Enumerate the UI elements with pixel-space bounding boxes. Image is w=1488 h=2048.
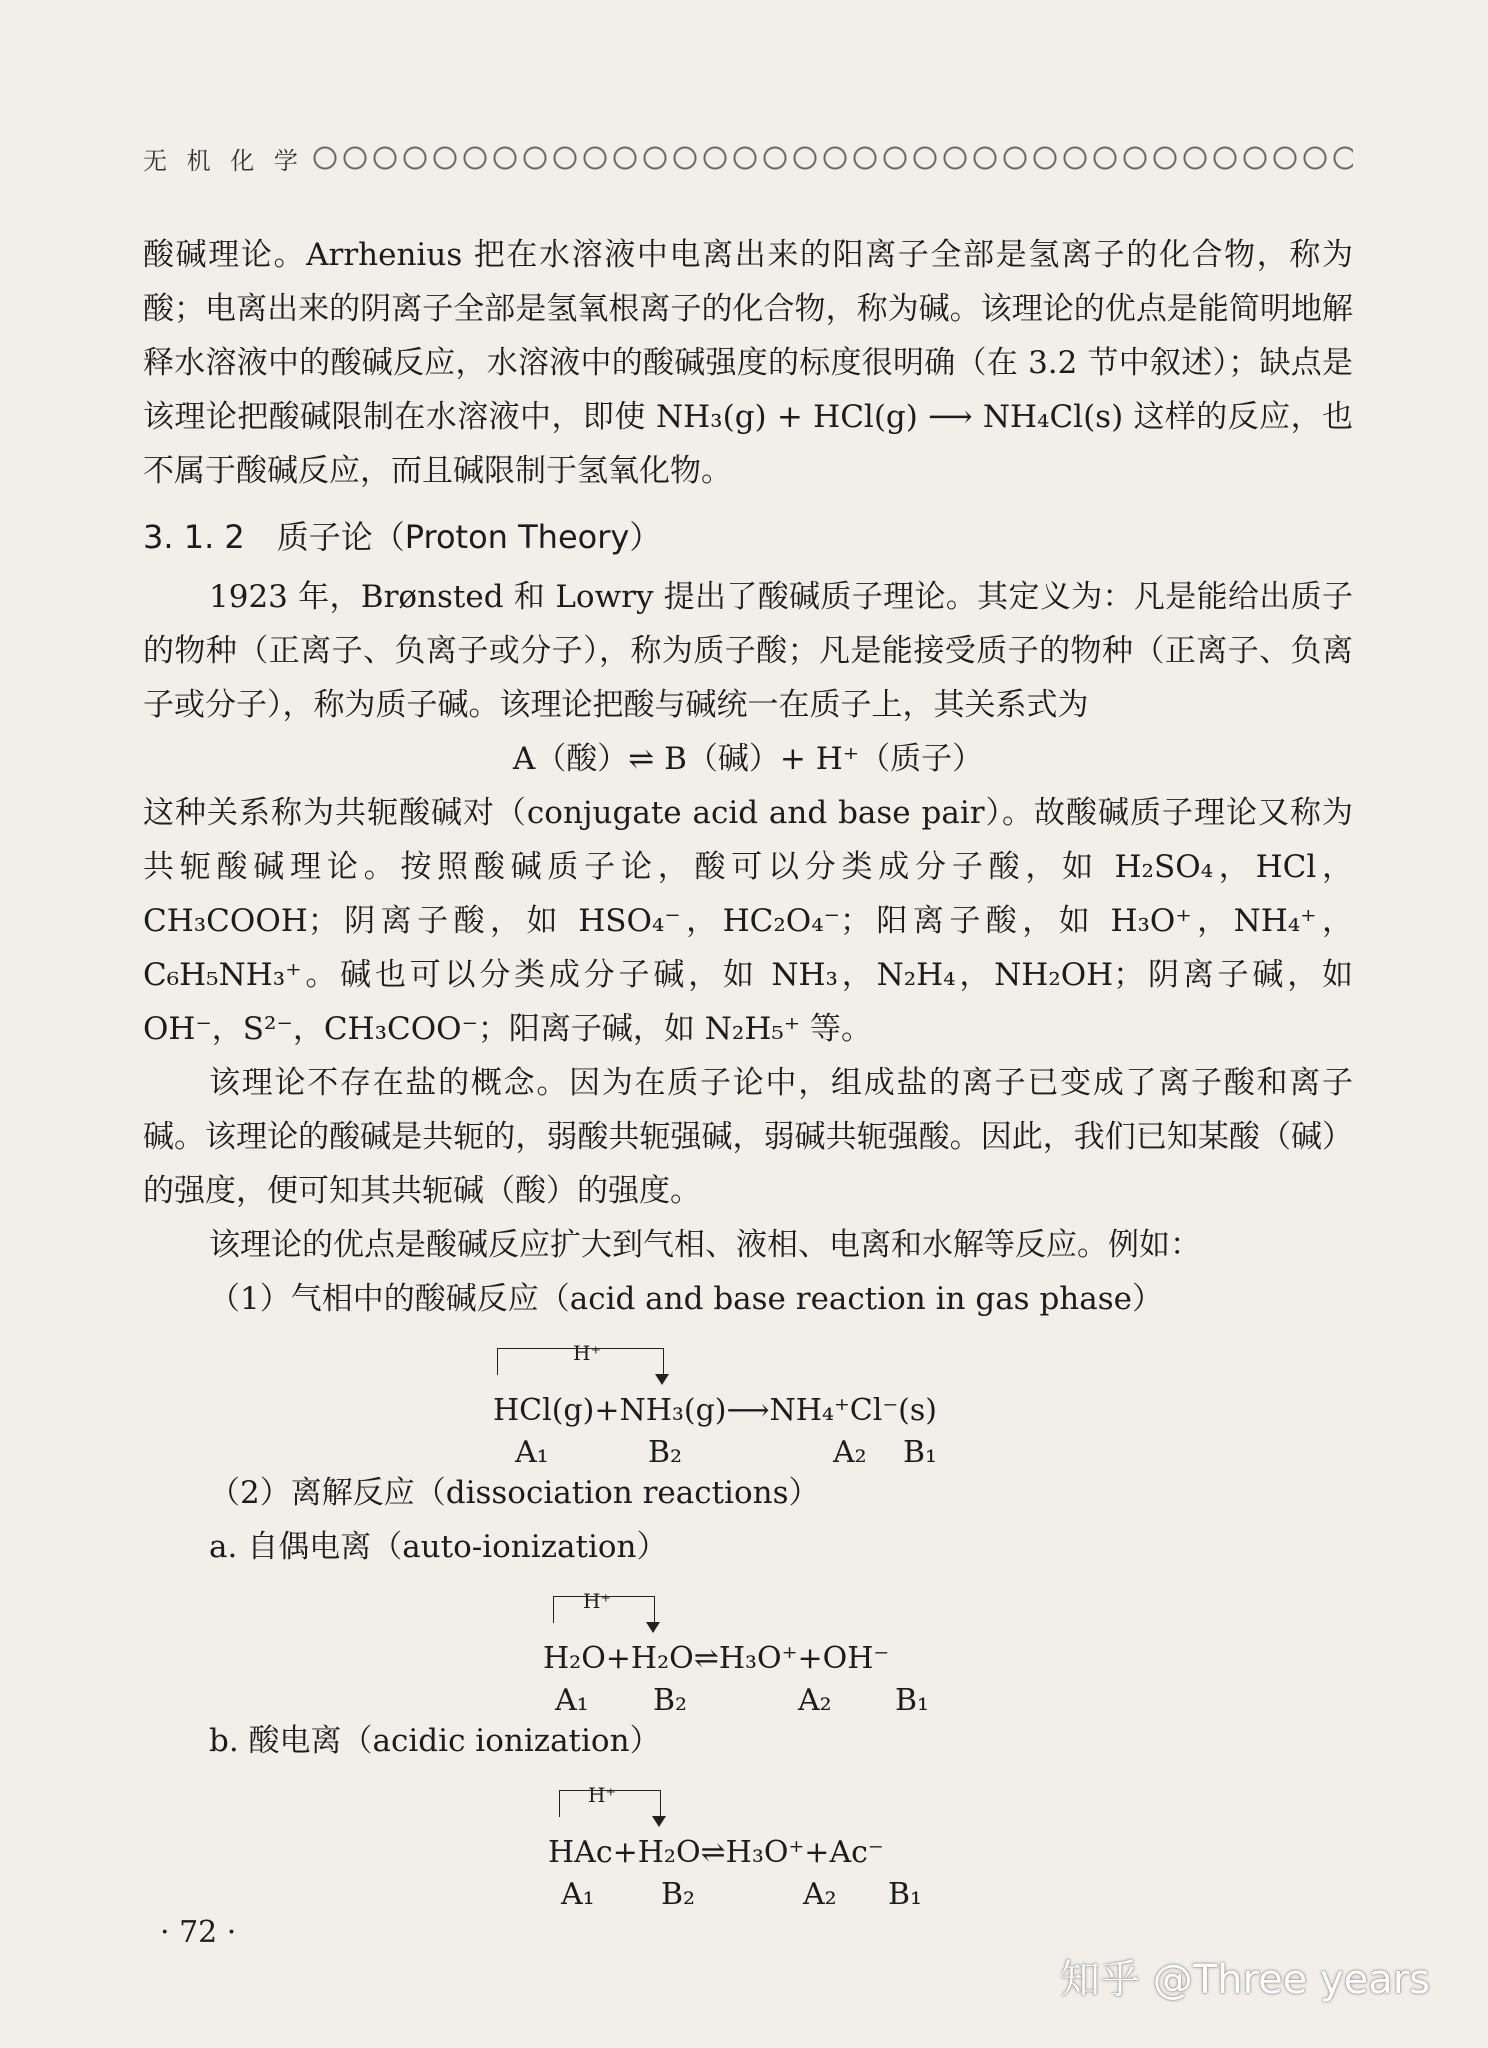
paragraph-no-salt: 该理论不存在盐的概念。因为在质子论中，组成盐的离子已变成了离子酸和离子碱。该理论的酸碱是共轭的，弱酸共轭强碱，弱碱共轭强酸。因此，我们已知某酸（碱）的强度，便可知其共轭碱（酸）的强度。 (143, 1065, 1353, 1209)
equation-auto-ionization (143, 1574, 1353, 1718)
paragraph-conjugate: 这种关系称为共轭酸碱对（conjugate acid and base pair）。故酸碱质子理论又称为共轭酸碱理论。按照酸碱质子论，酸可以分类成分子酸，如 H₂SO₄，HCl，CH₃COOH；阴离子酸，如 HSO₄⁻，HC₂O₄⁻；阳离子酸，如 H₃O⁺，NH₄⁺，C₆H₅NH₃⁺。碱也可以分类成分子碱，如 NH₃，N₂H₄，NH₂OH；阴离子碱，如 OH⁻，S²⁻，CH₃COO⁻；阳离子碱，如 N₂H₅⁺ 等。 (143, 795, 1353, 1047)
item-auto-ionization: a. 自偶电离（auto-ionization） (209, 1529, 668, 1565)
label-a1: A₁ (515, 1435, 549, 1470)
relation-equation: A（酸）⇌ B（碱）+ H⁺（质子） (512, 741, 984, 777)
label-b1: B₁ (903, 1435, 938, 1470)
page-number: · 72 · (160, 1915, 237, 1950)
section-heading: 3. 1. 2 质子论（Proton Theory） (143, 518, 662, 556)
item-gas-phase: （1）气相中的酸碱反应（acid and base reaction in gas phase） (209, 1281, 1163, 1317)
equation-text: H₂O+H₂O⇌H₃O⁺+OH⁻ (543, 1641, 890, 1676)
header-decoration (310, 143, 1353, 173)
proton-transfer-arrow (553, 1596, 655, 1623)
equation-text: HAc+H₂O⇌H₃O⁺+Ac⁻ (548, 1835, 884, 1870)
proton-label: H⁺ (588, 1783, 616, 1807)
proton-label: H⁺ (583, 1589, 611, 1613)
equation-acidic-ionization (143, 1768, 1353, 1912)
proton-transfer-arrow (559, 1790, 661, 1817)
label-b1: B₁ (888, 1877, 923, 1912)
label-b2: B₂ (661, 1877, 696, 1912)
label-a2: A₂ (803, 1877, 837, 1912)
label-a2: A₂ (833, 1435, 867, 1470)
header-title: 无 机 化 学 (143, 146, 304, 175)
watermark: 知乎 @Three years (1060, 1957, 1431, 2003)
label-b2: B₂ (653, 1683, 688, 1718)
paragraph-bronsted: 1923 年，Brønsted 和 Lowry 提出了酸碱质子理论。其定义为：凡是能给出质子的物种（正离子、负离子或分子），称为质子酸；凡是能接受质子的物种（正离子、负离子或分子），称为质子碱。该理论把酸与碱统一在质子上，其关系式为 (143, 579, 1353, 723)
equation-gas-phase (143, 1326, 1353, 1470)
proton-transfer-arrow (497, 1348, 664, 1375)
label-a1: A₁ (555, 1683, 589, 1718)
item-dissociation: （2）离解反应（dissociation reactions） (209, 1475, 820, 1511)
label-b1: B₁ (895, 1683, 930, 1718)
paragraph-arrhenius: 酸碱理论。Arrhenius 把在水溶液中电离出来的阳离子全部是氢离子的化合物，称为酸；电离出来的阴离子全部是氢氧根离子的化合物，称为碱。该理论的优点是能简明地解释水溶液中的酸碱反应，水溶液中的酸碱强度的标度很明确（在 3.2 节中叙述）；缺点是该理论把酸碱限制在水溶液中，即使 NH₃(g) + HCl(g) ⟶ NH₄Cl(s) 这样的反应，也不属于酸碱反应，而且碱限制于氢氧化物。 (143, 237, 1353, 489)
item-acidic-ionization: b. 酸电离（acidic ionization） (209, 1723, 661, 1759)
label-b2: B₂ (648, 1435, 683, 1470)
equation-text: HCl(g)+NH₃(g)⟶NH₄⁺Cl⁻(s) (493, 1393, 937, 1428)
paragraph-advantage: 该理论的优点是酸碱反应扩大到气相、液相、电离和水解等反应。例如： (209, 1227, 1201, 1263)
label-a2: A₂ (798, 1683, 832, 1718)
proton-label: H⁺ (573, 1341, 601, 1365)
page-body (143, 228, 1353, 1912)
running-header (143, 138, 1353, 178)
label-a1: A₁ (561, 1877, 595, 1912)
